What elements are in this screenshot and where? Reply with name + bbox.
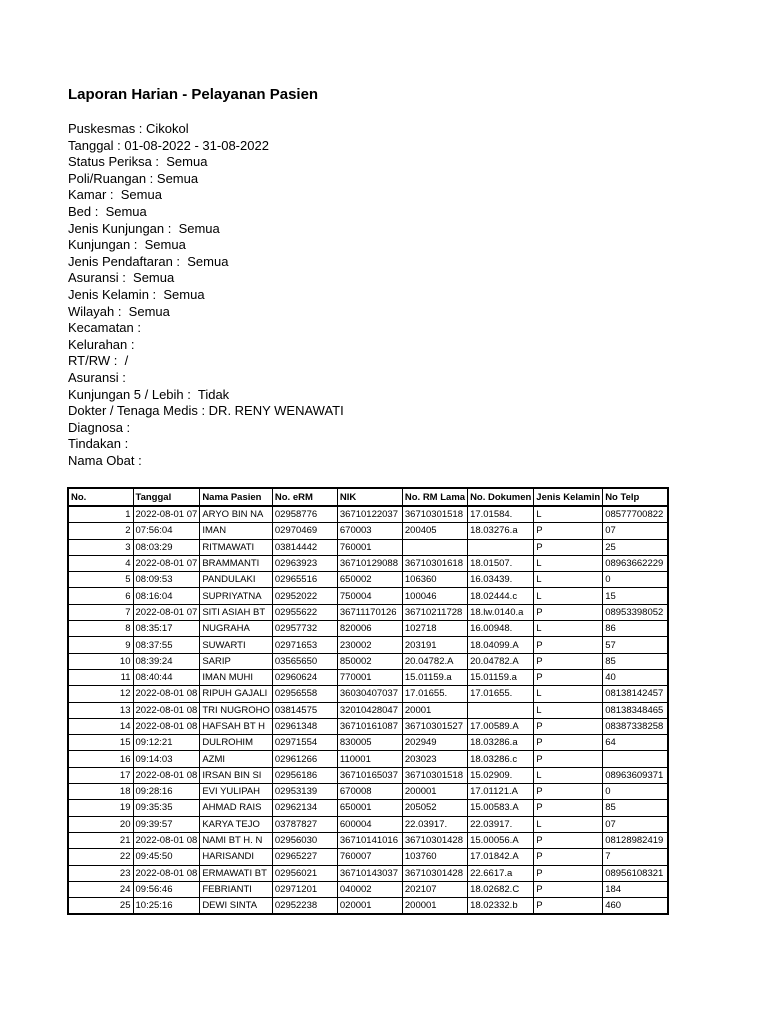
column-header: No Telp <box>603 488 668 506</box>
table-cell: 17 <box>68 767 133 783</box>
table-cell: 15.01159.a <box>468 669 534 685</box>
patient-service-table <box>67 487 669 915</box>
table-cell: SUWARTI <box>200 637 273 653</box>
table-cell: 02965516 <box>272 572 337 588</box>
table-cell: 2 <box>68 523 133 539</box>
table-cell <box>603 751 668 767</box>
table-cell: 2022-08-01 08 <box>133 718 200 734</box>
filter-line: Puskesmas : Cikokol <box>68 121 189 136</box>
table-cell: ERMAWATI BT <box>200 865 273 881</box>
table-cell: 110001 <box>337 751 402 767</box>
column-header: NIK <box>337 488 402 506</box>
table-cell: 10 <box>68 653 133 669</box>
table-cell: 100046 <box>402 588 467 604</box>
table-cell: DEWI SINTA <box>200 898 273 915</box>
table-cell: 0 <box>603 572 668 588</box>
table-cell: 25 <box>68 898 133 915</box>
table-cell: 02965227 <box>272 849 337 865</box>
table-cell: 760001 <box>337 539 402 555</box>
table-cell: 36710301618 <box>402 555 467 571</box>
table-cell: NUGRAHA <box>200 621 273 637</box>
column-header: No. <box>68 488 133 506</box>
table-cell: 36030407037 <box>337 686 402 702</box>
table-cell: 670008 <box>337 784 402 800</box>
table-cell: 09:28:16 <box>133 784 200 800</box>
filter-line: Tanggal : 01-08-2022 - 31-08-2022 <box>68 137 269 153</box>
table-cell: 770001 <box>337 669 402 685</box>
table-row <box>68 881 668 897</box>
table-cell: 020001 <box>337 898 402 915</box>
table-cell: 2022-08-01 08 <box>133 702 200 718</box>
filter-line: Jenis Pendaftaran : Semua <box>68 253 229 269</box>
table-cell: 57 <box>603 637 668 653</box>
table-cell: 03787827 <box>272 816 337 832</box>
table-cell: 02971554 <box>272 735 337 751</box>
table-cell: 22.03917. <box>402 816 467 832</box>
table-cell: 03565650 <box>272 653 337 669</box>
table-cell: 36710143037 <box>337 865 402 881</box>
table-cell: 36710129088 <box>337 555 402 571</box>
table-cell: HARISANDI <box>200 849 273 865</box>
table-cell: 18.04099.A <box>468 637 534 653</box>
table-cell: 650001 <box>337 800 402 816</box>
table-cell: 85 <box>603 653 668 669</box>
table-cell: L <box>534 555 603 571</box>
table-cell: 08963609371 <box>603 767 668 783</box>
table-cell: 200001 <box>402 784 467 800</box>
table-cell: 02963923 <box>272 555 337 571</box>
table-cell: P <box>534 800 603 816</box>
table-cell <box>402 539 467 555</box>
table-row <box>68 669 668 685</box>
table-cell: 850002 <box>337 653 402 669</box>
table-cell: 760007 <box>337 849 402 865</box>
table-row <box>68 849 668 865</box>
table-cell: P <box>534 604 603 620</box>
table-row <box>68 621 668 637</box>
table-cell: 2022-08-01 07 <box>133 604 200 620</box>
table-cell: L <box>534 816 603 832</box>
table-cell: 15 <box>603 588 668 604</box>
table-row <box>68 506 668 523</box>
filter-line: Jenis Kunjungan : Semua <box>68 220 220 236</box>
table-cell: 09:12:21 <box>133 735 200 751</box>
table-cell: P <box>534 539 603 555</box>
filter-line: Kunjungan : Semua <box>68 237 186 253</box>
table-cell: 02962134 <box>272 800 337 816</box>
table-cell: 830005 <box>337 735 402 751</box>
table-cell: 07 <box>603 523 668 539</box>
table-row <box>68 588 668 604</box>
filter-line: Bed : Semua <box>68 203 147 219</box>
table-cell: 02961266 <box>272 751 337 767</box>
table-cell: 08:39:24 <box>133 653 200 669</box>
table-cell: 08:09:53 <box>133 572 200 588</box>
table-cell: 1 <box>68 506 133 523</box>
table-cell: 2022-08-01 08 <box>133 686 200 702</box>
table-cell: 17.00589.A <box>468 718 534 734</box>
table-cell: RIPUH GAJALI <box>200 686 273 702</box>
table-cell: 36710165037 <box>337 767 402 783</box>
table-cell: 20.04782.A <box>468 653 534 669</box>
table-cell: 02953139 <box>272 784 337 800</box>
table-cell: 15.02909. <box>468 767 534 783</box>
table-cell: 2022-08-01 07 <box>133 506 200 523</box>
table-cell: P <box>534 718 603 734</box>
table-cell: 17.01655. <box>468 686 534 702</box>
column-header: No. Dokumen <box>468 488 534 506</box>
table-cell: 18 <box>68 784 133 800</box>
filter-line: Kamar : Semua <box>68 187 162 203</box>
table-cell: SITI ASIAH BT <box>200 604 273 620</box>
table-cell: 11 <box>68 669 133 685</box>
table-cell: 23 <box>68 865 133 881</box>
table-header-row <box>68 488 668 506</box>
table-cell: FEBRIANTI <box>200 881 273 897</box>
table-cell: 8 <box>68 621 133 637</box>
table-cell: HAFSAH BT H <box>200 718 273 734</box>
table-cell: 14 <box>68 718 133 734</box>
table-cell <box>468 702 534 718</box>
table-cell: 12 <box>68 686 133 702</box>
filter-line: Kecamatan : <box>68 320 141 336</box>
table-cell: 600004 <box>337 816 402 832</box>
table-cell: 040002 <box>337 881 402 897</box>
table-cell: 18.01507. <box>468 555 534 571</box>
table-cell: 08:40:44 <box>133 669 200 685</box>
table-cell: 16.03439. <box>468 572 534 588</box>
table-cell: 10:25:16 <box>133 898 200 915</box>
table-cell: 15.01159.a <box>402 669 467 685</box>
table-cell <box>468 539 534 555</box>
filter-line: Status Periksa : Semua <box>68 154 208 170</box>
table-cell: 08387338258 <box>603 718 668 734</box>
table-row <box>68 767 668 783</box>
table-cell: 18.lw.0140.a <box>468 604 534 620</box>
table-cell: NAMI BT H. N <box>200 832 273 848</box>
table-row <box>68 686 668 702</box>
table-cell: 202107 <box>402 881 467 897</box>
table-cell: 08:03:29 <box>133 539 200 555</box>
table-cell: L <box>534 588 603 604</box>
table-cell: 02961348 <box>272 718 337 734</box>
table-cell: 08577700822 <box>603 506 668 523</box>
table-cell: 36710122037 <box>337 506 402 523</box>
table-cell: 36710301518 <box>402 506 467 523</box>
table-cell: AHMAD RAIS <box>200 800 273 816</box>
table-cell: 08956108321 <box>603 865 668 881</box>
table-cell: 02957732 <box>272 621 337 637</box>
table-cell: 02971201 <box>272 881 337 897</box>
table-cell: L <box>534 506 603 523</box>
filter-line: Wilayah : Semua <box>68 303 170 319</box>
table-cell: IMAN <box>200 523 273 539</box>
table-cell: 85 <box>603 800 668 816</box>
table-cell: 17.01842.A <box>468 849 534 865</box>
table-cell: 08953398052 <box>603 604 668 620</box>
table-cell: 09:14:03 <box>133 751 200 767</box>
table-cell: 32010428047 <box>337 702 402 718</box>
filter-line: Poli/Ruangan : Semua <box>68 170 199 186</box>
table-cell: 13 <box>68 702 133 718</box>
table-cell: 22.6617.a <box>468 865 534 881</box>
table-cell: P <box>534 669 603 685</box>
table-cell: 102718 <box>402 621 467 637</box>
table-cell: SUPRIYATNA <box>200 588 273 604</box>
table-cell: 18.02682.C <box>468 881 534 897</box>
table-cell: 16.00948. <box>468 621 534 637</box>
filter-line: Nama Obat : <box>68 452 142 468</box>
table-cell: DULROHIM <box>200 735 273 751</box>
table-cell: 103760 <box>402 849 467 865</box>
table-cell: 03814575 <box>272 702 337 718</box>
table-cell: 22.03917. <box>468 816 534 832</box>
table-cell: P <box>534 832 603 848</box>
table-cell: 25 <box>603 539 668 555</box>
table-cell: 7 <box>603 849 668 865</box>
table-cell: TRI NUGROHO <box>200 702 273 718</box>
table-cell: 09:39:57 <box>133 816 200 832</box>
table-cell: 202949 <box>402 735 467 751</box>
table-cell: PANDULAKI <box>200 572 273 588</box>
table-cell: 08:37:55 <box>133 637 200 653</box>
table-cell: 02971653 <box>272 637 337 653</box>
table-cell: 08:35:17 <box>133 621 200 637</box>
table-cell: 18.03276.a <box>468 523 534 539</box>
report-filters <box>68 121 344 469</box>
table-cell: 2022-08-01 08 <box>133 767 200 783</box>
table-cell: 106360 <box>402 572 467 588</box>
table-cell: 36710301428 <box>402 865 467 881</box>
table-row <box>68 539 668 555</box>
table-cell: 02956558 <box>272 686 337 702</box>
table-cell: 2022-08-01 07 <box>133 555 200 571</box>
table-cell: 17.01584. <box>468 506 534 523</box>
table-cell: 19 <box>68 800 133 816</box>
table-cell: 22 <box>68 849 133 865</box>
table-cell: 15 <box>68 735 133 751</box>
table-cell: 3 <box>68 539 133 555</box>
table-cell: 09:35:35 <box>133 800 200 816</box>
table-cell: L <box>534 702 603 718</box>
table-row <box>68 653 668 669</box>
table-cell: 36710211728 <box>402 604 467 620</box>
table-cell: P <box>534 735 603 751</box>
table-cell: P <box>534 881 603 897</box>
table-cell: 09:56:46 <box>133 881 200 897</box>
table-row <box>68 637 668 653</box>
table-cell: 08128982419 <box>603 832 668 848</box>
table-cell: 820006 <box>337 621 402 637</box>
table-cell: 09:45:50 <box>133 849 200 865</box>
table-cell: L <box>534 686 603 702</box>
filter-line: RT/RW : / <box>68 353 129 369</box>
table-cell: 02956186 <box>272 767 337 783</box>
table-cell: 08:16:04 <box>133 588 200 604</box>
table-cell: RITMAWATI <box>200 539 273 555</box>
table-cell: P <box>534 865 603 881</box>
table-cell: 02970469 <box>272 523 337 539</box>
table-row <box>68 800 668 816</box>
table-cell: 200405 <box>402 523 467 539</box>
table-row <box>68 832 668 848</box>
filter-line: Tindakan : <box>68 436 129 452</box>
column-header: Tanggal <box>133 488 200 506</box>
table-cell: 08138348465 <box>603 702 668 718</box>
table-row <box>68 604 668 620</box>
table-cell: 6 <box>68 588 133 604</box>
table-cell: 17.01121.A <box>468 784 534 800</box>
table-cell: IMAN MUHI <box>200 669 273 685</box>
table-cell: 24 <box>68 881 133 897</box>
table-cell: 17.01655. <box>402 686 467 702</box>
table-cell: 36710161087 <box>337 718 402 734</box>
table-cell: 64 <box>603 735 668 751</box>
table-body <box>68 506 668 914</box>
table-cell: 03814442 <box>272 539 337 555</box>
table-cell: 20.04782.A <box>402 653 467 669</box>
table-row <box>68 702 668 718</box>
table-row <box>68 751 668 767</box>
table-cell: 36710141016 <box>337 832 402 848</box>
table-cell: AZMI <box>200 751 273 767</box>
table-cell: 18.02444.c <box>468 588 534 604</box>
table-cell: 2022-08-01 08 <box>133 865 200 881</box>
table-cell: 86 <box>603 621 668 637</box>
table-cell: L <box>534 767 603 783</box>
table-cell: 200001 <box>402 898 467 915</box>
table-row <box>68 718 668 734</box>
table-row <box>68 555 668 571</box>
table-cell: 02958776 <box>272 506 337 523</box>
table-cell: L <box>534 572 603 588</box>
column-header: No. RM Lama <box>402 488 467 506</box>
table-cell: P <box>534 751 603 767</box>
table-row <box>68 572 668 588</box>
table-row <box>68 816 668 832</box>
table-cell: 08963662229 <box>603 555 668 571</box>
table-cell: BRAMMANTI <box>200 555 273 571</box>
table-cell: 2022-08-01 08 <box>133 832 200 848</box>
table-cell: P <box>534 849 603 865</box>
table-cell: 36710301428 <box>402 832 467 848</box>
table-cell: 02955622 <box>272 604 337 620</box>
table-cell: 18.03286.c <box>468 751 534 767</box>
table-cell: ARYO BIN NA <box>200 506 273 523</box>
table-cell: 36711170126 <box>337 604 402 620</box>
column-header: Jenis Kelamin <box>534 488 603 506</box>
table-cell: 15.00056.A <box>468 832 534 848</box>
table-cell: 7 <box>68 604 133 620</box>
table-cell: 4 <box>68 555 133 571</box>
table-cell: 02960624 <box>272 669 337 685</box>
column-header: Nama Pasien <box>200 488 273 506</box>
table-cell: 205052 <box>402 800 467 816</box>
table-cell: 670003 <box>337 523 402 539</box>
filter-line: Jenis Kelamin : Semua <box>68 286 205 302</box>
table-cell: SARIP <box>200 653 273 669</box>
table-cell: 230002 <box>337 637 402 653</box>
table-cell: 460 <box>603 898 668 915</box>
table-cell: 5 <box>68 572 133 588</box>
table-cell: 07:56:04 <box>133 523 200 539</box>
table-cell: 02956030 <box>272 832 337 848</box>
table-row <box>68 865 668 881</box>
table-cell: P <box>534 784 603 800</box>
filter-line: Diagnosa : <box>68 419 131 435</box>
filter-line: Asuransi : <box>68 369 126 385</box>
table-cell: P <box>534 898 603 915</box>
table-cell: L <box>534 621 603 637</box>
table-row <box>68 784 668 800</box>
filter-line: Dokter / Tenaga Medis : DR. RENY WENAWATI <box>68 403 344 419</box>
table-cell: 203191 <box>402 637 467 653</box>
table-cell: IRSAN BIN SI <box>200 767 273 783</box>
table-cell: 184 <box>603 881 668 897</box>
table-cell: 07 <box>603 816 668 832</box>
table-cell: 20 <box>68 816 133 832</box>
column-header: No. eRM <box>272 488 337 506</box>
filter-line: Kelurahan : <box>68 336 135 352</box>
table-row <box>68 735 668 751</box>
table-cell: 750004 <box>337 588 402 604</box>
table-cell: 0 <box>603 784 668 800</box>
table-row <box>68 898 668 915</box>
table-cell: 36710301518 <box>402 767 467 783</box>
table-cell: 16 <box>68 751 133 767</box>
table-cell: 02952022 <box>272 588 337 604</box>
table-cell: 40 <box>603 669 668 685</box>
table-cell: P <box>534 523 603 539</box>
table-cell: 18.02332.b <box>468 898 534 915</box>
table-cell: 18.03286.a <box>468 735 534 751</box>
table-cell: 02956021 <box>272 865 337 881</box>
table-cell: P <box>534 637 603 653</box>
table-cell: 9 <box>68 637 133 653</box>
table-row <box>68 523 668 539</box>
filter-line: Kunjungan 5 / Lebih : Tidak <box>68 386 230 402</box>
table-cell: KARYA TEJO <box>200 816 273 832</box>
table-cell: 203023 <box>402 751 467 767</box>
table-cell: 08138142457 <box>603 686 668 702</box>
table-cell: 650002 <box>337 572 402 588</box>
filter-line: Asuransi : Semua <box>68 270 175 286</box>
table-cell: 02952238 <box>272 898 337 915</box>
table-cell: 21 <box>68 832 133 848</box>
report-title: Laporan Harian - Pelayanan Pasien <box>68 86 319 103</box>
table-cell: P <box>534 653 603 669</box>
table-cell: 15.00583.A <box>468 800 534 816</box>
table-cell: 36710301527 <box>402 718 467 734</box>
table-cell: EVI YULIPAH <box>200 784 273 800</box>
table-cell: 20001 <box>402 702 467 718</box>
